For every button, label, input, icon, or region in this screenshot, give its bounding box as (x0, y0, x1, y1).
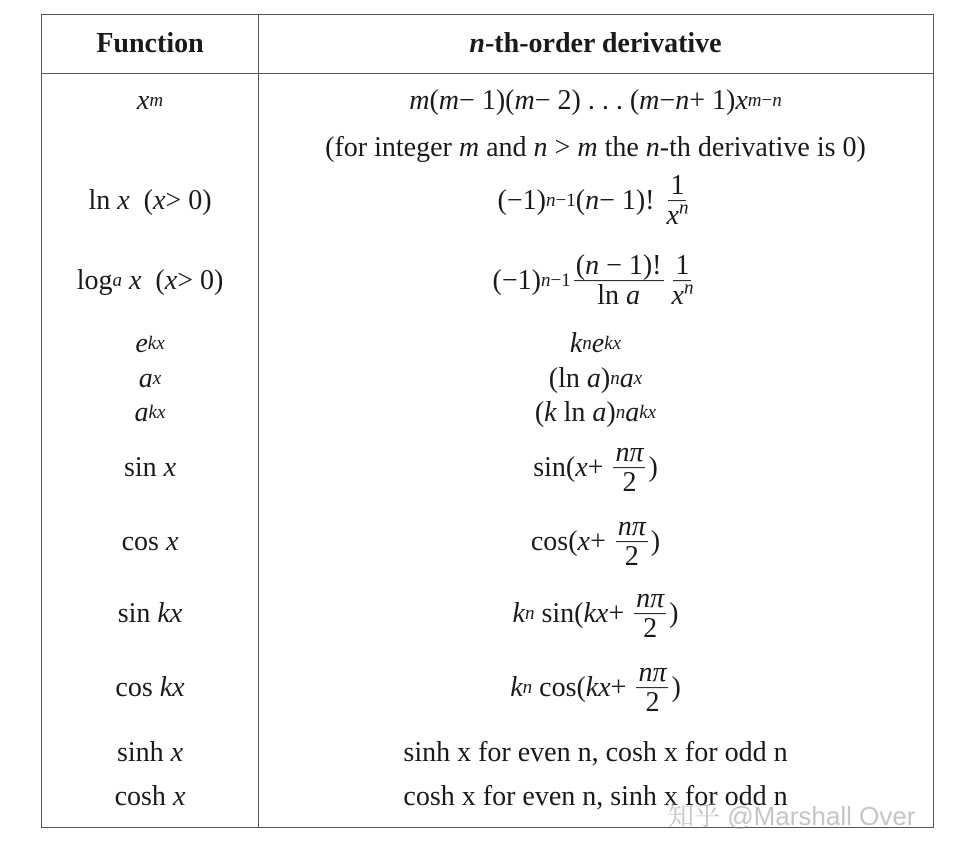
derivative-x-power-m: m ( m − 1)( m − 2) . . . ( m − n + 1) x m−n (409, 85, 782, 116)
derivative-a-kx: ( k ln a ) n a kx (534, 397, 657, 428)
function-ln-x: ln x ( x > 0) (88, 185, 212, 216)
function-a-x: a x (138, 363, 162, 394)
derivative-a-x: (ln a ) n a x (548, 363, 643, 394)
derivative-cos-kx: k n cos( kx + $\frac{n\pi}{2}$ ) (510, 657, 681, 719)
derivative-ln-x: (−1) n−1 ( n − 1)! $\frac{1}{x^n}$ (497, 170, 689, 232)
watermark: 知乎 @Marshall Over (668, 801, 916, 831)
derivative-sinh-x: sinh x for even n, cosh x for odd n (403, 737, 788, 768)
derivative-cos-x: cos( x + $\frac{n\pi}{2}$ ) (530, 511, 661, 573)
function-e-kx: e kx (135, 328, 165, 359)
derivative-table (41, 14, 934, 828)
function-cosh-x: cosh x (114, 781, 186, 812)
function-a-kx: a kx (134, 397, 166, 428)
header-derivative-label: -th-order derivative (484, 28, 722, 59)
derivative-x-power-m-note: (for integer m and n > m the n -th derivative is 0) (325, 132, 866, 163)
function-sin-x: sin x (123, 452, 177, 483)
function-x-power-m: x m (136, 85, 164, 116)
function-cos-kx: cos kx (115, 672, 185, 703)
derivative-sin-kx: k n sin( kx + $\frac{n\pi}{2}$ ) (512, 583, 679, 645)
header-derivative (258, 15, 933, 73)
derivative-e-kx: k n e kx (569, 328, 622, 359)
function-cos-x: cos x (121, 526, 179, 557)
function-sinh-x: sinh x (116, 737, 184, 768)
function-log-a-x: log a x ( x > 0) (76, 265, 224, 296)
derivative-cosh-x: cosh x for even n, sinh x for odd n (403, 781, 788, 812)
header-n: n (469, 28, 485, 59)
header-divider (42, 73, 933, 74)
function-sin-kx: sin kx (117, 598, 183, 629)
header-function: Function (96, 28, 204, 59)
derivative-log-a-x: (−1) n−1 $\frac{(n - 1)!}{\text{ln a}}$ $\frac{1}{x^n}$ (492, 250, 694, 312)
derivative-sin-x: sin( x + $\frac{n\pi}{2}$ ) (533, 437, 658, 499)
